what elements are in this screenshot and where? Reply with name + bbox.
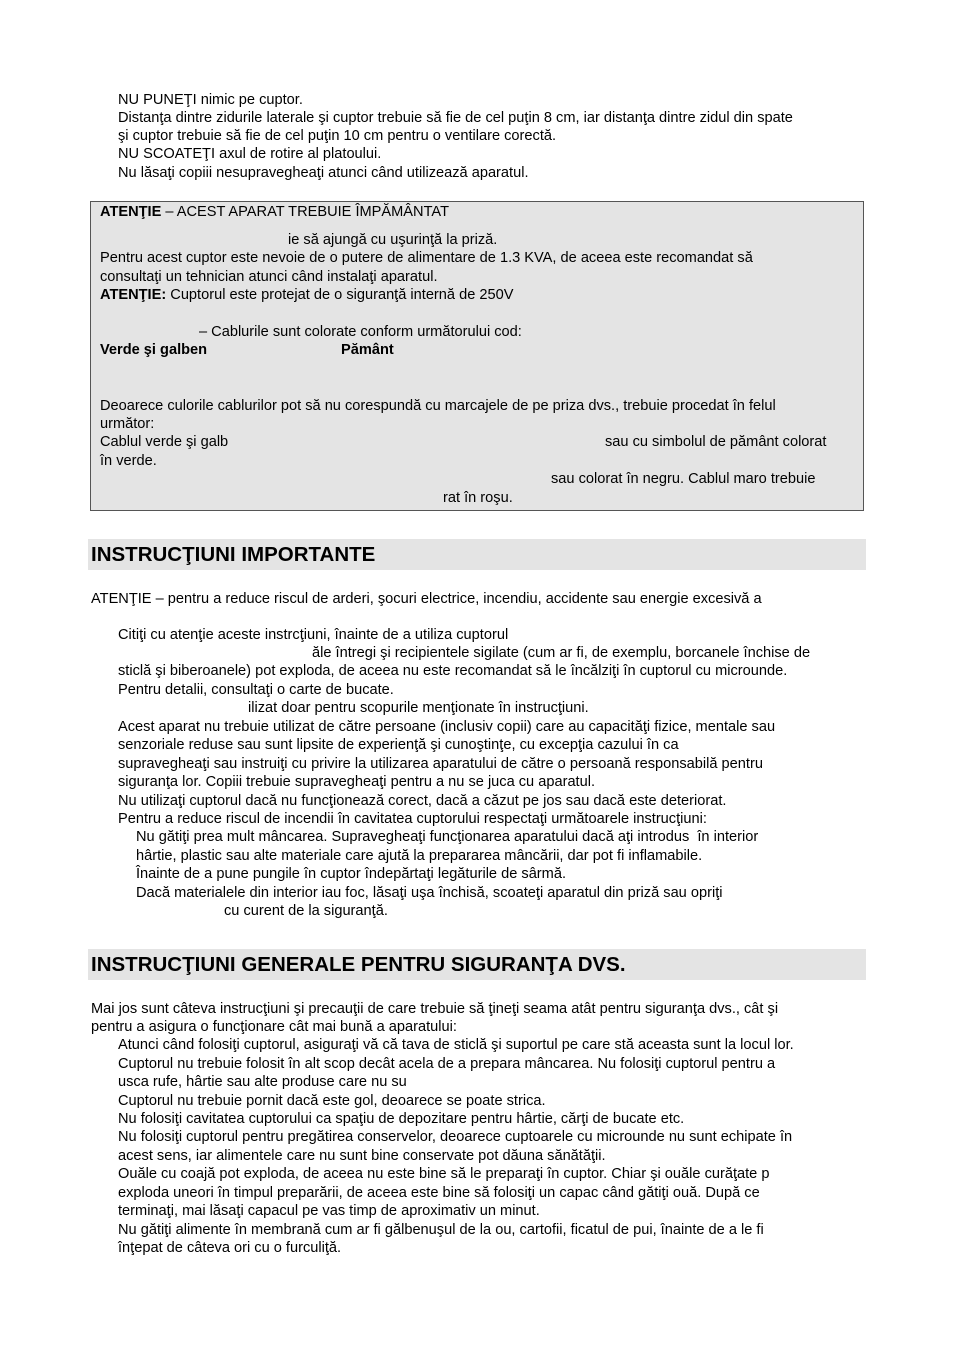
instruction-line: Acest aparat nu trebuie utilizat de către persoane (inclusiv copii) care au capacităţi fizice, mentale sau [118,719,776,735]
safety-line: Nu folosiţi cavitatea cuptorului ca spaţiu de depozitare pentru hârtie, cărţi de bucate etc. [118,1111,685,1127]
wire-meaning: Pământ [341,342,394,358]
safety-line: Nu folosiţi cuptorul pentru pregătirea conservelor, deoarece cuptoarele cu microunde nu sunt echipate în [118,1129,793,1145]
warning-line: sau cu simbolul de pământ colorat [605,434,827,450]
instruction-line: Citiţi cu atenţie aceste instrcţiuni, înainte de a utiliza cuptorul [118,627,509,643]
instruction-line: ăle întregi şi recipientele sigilate (cum ar fi, de exemplu, borcanele închise de [312,645,811,661]
safety-line: acest sens, iar alimentele care nu sunt bine conservate pot dăuna sănătăţii. [118,1148,606,1164]
intro-line: NU PUNEŢI nimic pe cuptor. [118,92,303,108]
warning-title: ATENŢIE – ACEST APARAT TREBUIE ÎMPĂMÂNTAT [100,204,449,220]
safety-line: usca rufe, hârtie sau alte produse care nu su [118,1074,407,1090]
instruction-line: senzoriale reduse sau sunt lipsite de experienţă şi cunoştinţe, cu excepţia cazului în ca [118,737,679,753]
instruction-line: Pentru a reduce riscul de incendii în cavitatea cuptorului respectaţi următoarele instrucţiuni: [118,811,707,827]
warning-line: Deoarece culorile cablurilor pot să nu corespundă cu marcajele de pe priza dvs., trebuie procedat în felul [100,398,776,414]
warning-line: Pentru acest cuptor este nevoie de o putere de alimentare de 1.3 KVA, de aceea este recomandat să [100,250,753,266]
safety-line: Ouăle cu coajă pot exploda, de aceea nu este bine să le preparaţi în cuptor. Chiar şi ouăle curăţate p [118,1166,770,1182]
wire-color: Verde şi galben [100,342,208,358]
warning-line: ie să ajungă cu uşurinţă la priză. [288,232,498,248]
section-paragraph: pentru a asigura o funcţionare cât mai bună a aparatului: [91,1019,457,1035]
warning-line: Cablul verde şi galb [100,434,229,450]
warning-line: – Cablurile sunt colorate conform următorului cod: [199,324,522,340]
safety-line: Nu gătiţi alimente în membrană cum ar fi gălbenuşul de la ou, cartofii, ficatul de pui, înainte de a le fi [118,1222,764,1238]
warning-line: consultaţi un tehnician atunci când instalaţi aparatul. [100,269,438,285]
fuse-warning: ATENŢIE: Cuptorul este protejat de o siguranţă internă de 250V [100,287,514,303]
safety-line: terminaţi, mai lăsaţi capacul pe vas timp de aproximativ un minut. [118,1203,540,1219]
safety-line: exploda uneori în timpul preparării, de aceea este bine să folosiţi un capac când gătiţi ouă. După ce [118,1185,760,1201]
section-heading-important: INSTRUCŢIUNI IMPORTANTE [88,539,866,570]
warning-line: în verde. [100,453,157,469]
instruction-line: ilizat doar pentru scopurile menţionate în instrucţiuni. [248,700,589,716]
safety-line: înţepat de câteva ori cu o furculiţă. [118,1240,342,1256]
sub-instruction-line: cu curent de la siguranţă. [224,903,388,919]
warning-line: rat în roşu. [443,490,513,506]
intro-line: Nu lăsaţi copiii nesupravegheaţi atunci când utilizează aparatul. [118,165,529,181]
safety-line: Atunci când folosiţi cuptorul, asiguraţi vă că tava de sticlă şi suportul pe care stă aceasta sunt la locul lor. [118,1037,794,1053]
warning-line: următor: [100,416,155,432]
instruction-line: Nu utilizaţi cuptorul dacă nu funcţionează corect, dacă a căzut pe jos sau dacă este deteriorat. [118,793,727,809]
safety-line: Cuptorul nu trebuie pornit dacă este gol, deoarece se poate strica. [118,1093,546,1109]
instruction-line: siguranţa lor. Copiii trebuie supravegheaţi pentru a nu se juca cu aparatul. [118,774,596,790]
sub-instruction-line: Dacă materialele din interior iau foc, lăsaţi uşa închisă, scoateţi aparatul din priză sau opriţi [136,885,723,901]
instruction-line: sticlă şi biberoanele) pot exploda, de aceea nu este recomandat să le încălziţi în cuptorul cu microunde. [118,663,788,679]
sub-instruction-line: hârtie, plastic sau alte materiale care ajută la prepararea mâncării, dar pot fi inflamabile. [136,848,703,864]
instruction-line: supravegheaţi sau instruiţi cu privire la utilizarea aparatului de către o persoană responsabilă pentru [118,756,763,772]
sub-instruction-line: Înainte de a pune pungile în cuptor îndepărtaţi legăturile de sârmă. [136,866,566,882]
intro-line: şi cuptor trebuie să fie de cel puţin 10 cm pentru o ventilare corectă. [118,128,557,144]
section-paragraph: Mai jos sunt câteva instrucţiuni şi precauţii de care trebuie să ţineţi seama atât pentru siguranţa dvs., cât şi [91,1001,779,1017]
sub-instruction-line: Nu gătiţi prea mult mâncarea. Supravegheaţi funcţionarea aparatului dacă aţi introdus în interior [136,829,759,845]
intro-line: NU SCOATEŢI axul de rotire al platoului. [118,146,382,162]
instruction-line: Pentru detalii, consultaţi o carte de bucate. [118,682,394,698]
section-heading-general-safety: INSTRUCŢIUNI GENERALE PENTRU SIGURANŢA DVS. [88,949,866,980]
section-warning: ATENŢIE – pentru a reduce riscul de arderi, şocuri electrice, incendiu, accidente sau energie excesivă a [91,591,762,607]
safety-line: Cuptorul nu trebuie folosit în alt scop decât acela de a prepara mâncarea. Nu folosiţi cuptorul pentru a [118,1056,776,1072]
warning-line: sau colorat în negru. Cablul maro trebuie [551,471,816,487]
intro-line: Distanţa dintre zidurile laterale şi cuptor trebuie să fie de cel puţin 8 cm, iar distanţa dintre zidul din spate [118,110,793,126]
